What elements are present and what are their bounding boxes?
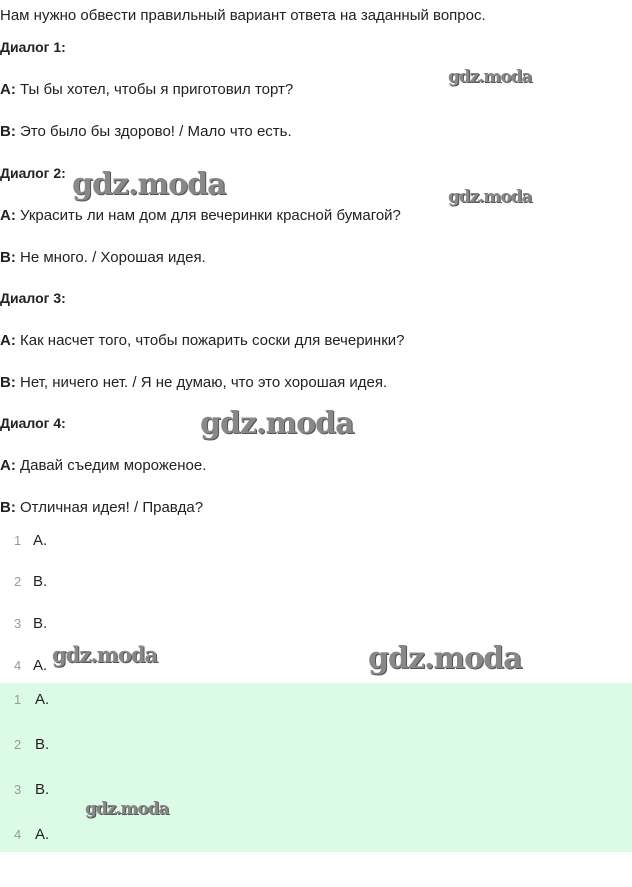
answer-value: A. [33,657,48,674]
answer-value: B. [33,615,48,632]
watermark: gdz.moda [448,187,532,207]
watermark: gdz.moda [368,641,522,676]
dialog-title: Диалог 4: [0,415,66,431]
speaker-label: A: [0,81,16,98]
speaker-label: A: [0,457,16,474]
line-text: Не много. / Хорошая идея. [20,249,206,266]
answer-value: B. [33,573,48,590]
answer-number: 3 [14,782,22,797]
dialog-title: Диалог 1: [0,39,66,55]
dialog-title: Диалог 3: [0,290,66,306]
line-text: Ты бы хотел, чтобы я приготовил торт? [20,81,294,98]
speaker-label: A: [0,332,16,349]
line-text: Отличная идея! / Правда? [20,499,204,516]
dialog-line-a [0,332,404,349]
answer-number: 3 [14,616,22,631]
answer-number: 4 [14,827,22,842]
dialog-line-a [0,457,206,474]
speaker-label: B: [0,123,16,140]
answer-value: A. [33,532,48,549]
answer-value: A. [35,691,50,708]
line-text: Нет, ничего нет. / Я не думаю, что это хорошая идея. [20,374,388,391]
answer-value: A. [35,826,50,843]
speaker-label: B: [0,374,16,391]
highlighted-answers [0,683,632,852]
answer-number: 2 [14,574,22,589]
dialog-line-a [0,207,401,224]
dialog-line-a [0,81,293,98]
answer-value: B. [35,781,50,798]
line-text: Давай съедим мороженое. [20,457,207,474]
line-text: Как насчет того, чтобы пожарить соски для вечеринки? [20,332,405,349]
dialog-title: Диалог 2: [0,165,66,181]
watermark: gdz.moda [200,406,354,441]
dialog-line-b [0,374,387,391]
line-text: Это было бы здорово! / Мало что есть. [20,123,292,140]
dialog-line-b [0,499,203,516]
speaker-label: B: [0,499,16,516]
answer-number: 2 [14,737,22,752]
dialog-line-b [0,123,292,140]
watermark: gdz.moda [448,67,532,87]
answer-value: B. [35,736,50,753]
intro-text: Нам нужно обвести правильный вариант ответа на заданный вопрос. [0,7,486,24]
watermark: gdz.moda [52,642,158,667]
answer-number: 1 [14,692,22,707]
speaker-label: A: [0,207,16,224]
dialog-line-b [0,249,206,266]
watermark: gdz.moda [85,799,169,819]
watermark: gdz.moda [72,167,226,202]
speaker-label: B: [0,249,16,266]
answer-number: 1 [14,533,22,548]
answer-number: 4 [14,658,22,673]
line-text: Украсить ли нам дом для вечеринки красной бумагой? [20,207,401,224]
